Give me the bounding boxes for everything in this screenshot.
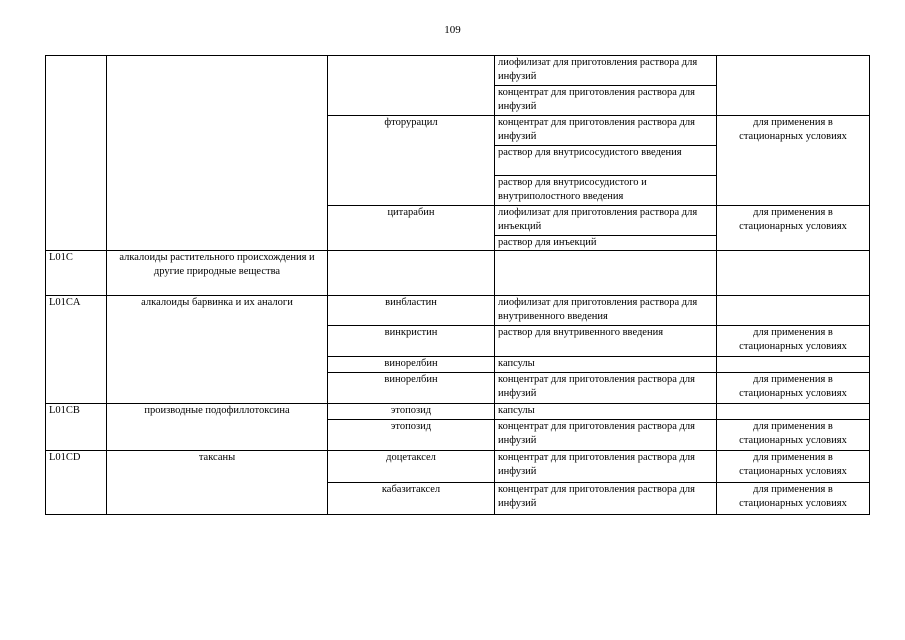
note-line: стационарных условиях	[739, 466, 847, 477]
atc-code-cell	[46, 56, 107, 251]
dosage-form-cell: раствор для внутривенного введения	[495, 326, 717, 357]
dosage-form-cell: раствор для внутрисосудистого введения	[495, 146, 717, 176]
dosage-form-cell: капсулы	[495, 357, 717, 373]
table-row	[46, 451, 870, 483]
note-cell	[717, 373, 870, 404]
note-cell	[717, 251, 870, 296]
dosage-form-cell	[495, 251, 717, 296]
dosage-form-cell: концентрат для приготовления раствора для инфузий	[495, 116, 717, 146]
inn-cell: фторурацил	[328, 116, 495, 206]
dosage-form-cell: концентрат для приготовления раствора для инфузий	[495, 483, 717, 515]
note-cell	[717, 420, 870, 451]
note-line: стационарных условиях	[739, 131, 847, 142]
note-line: для применения в	[753, 374, 833, 385]
note-cell	[717, 296, 870, 326]
dosage-form-cell: лиофилизат для приготовления раствора для инфузий	[495, 56, 717, 86]
dosage-form-cell: раствор для внутрисосудистого и внутриполостного введения	[495, 176, 717, 206]
dosage-form-cell: концентрат для приготовления раствора для инфузий	[495, 86, 717, 116]
note-line: стационарных условиях	[739, 221, 847, 232]
note-cell	[717, 116, 870, 206]
inn-cell: винкристин	[328, 326, 495, 357]
inn-cell: этопозид	[328, 420, 495, 451]
note-line: для применения в	[753, 484, 833, 495]
group-name-cell: производные подофиллотоксина	[107, 404, 328, 451]
note-cell	[717, 357, 870, 373]
inn-cell: этопозид	[328, 404, 495, 420]
dosage-form-cell: лиофилизат для приготовления раствора для внутривенного введения	[495, 296, 717, 326]
drug-table	[45, 55, 870, 515]
page-number: 109	[444, 24, 461, 36]
group-name-cell	[107, 56, 328, 251]
note-line: стационарных условиях	[739, 341, 847, 352]
inn-cell: винорелбин	[328, 357, 495, 373]
inn-cell	[328, 251, 495, 296]
inn-cell: доцетаксел	[328, 451, 495, 483]
note-line: стационарных условиях	[739, 388, 847, 399]
inn-cell: цитарабин	[328, 206, 495, 251]
note-line: для применения в	[753, 207, 833, 218]
note-line: стационарных условиях	[739, 498, 847, 509]
note-cell	[717, 56, 870, 116]
group-name-cell: алкалоиды растительного происхождения и другие природные вещества	[107, 251, 328, 296]
note-cell	[717, 206, 870, 251]
note-line: для применения в	[753, 452, 833, 463]
note-cell	[717, 326, 870, 357]
note-cell	[717, 451, 870, 483]
note-cell	[717, 483, 870, 515]
dosage-form-cell: концентрат для приготовления раствора для инфузий	[495, 373, 717, 404]
group-name-cell: таксаны	[107, 451, 328, 515]
note-line: стационарных условиях	[739, 435, 847, 446]
note-line: для применения в	[753, 117, 833, 128]
dosage-form-cell: лиофилизат для приготовления раствора для инъекций	[495, 206, 717, 236]
table-row	[46, 404, 870, 420]
group-name-cell: алкалоиды барвинка и их аналоги	[107, 296, 328, 404]
dosage-form-cell: концентрат для приготовления раствора для инфузий	[495, 420, 717, 451]
note-line: для применения в	[753, 421, 833, 432]
dosage-form-cell: капсулы	[495, 404, 717, 420]
dosage-form-cell: концентрат для приготовления раствора для инфузий	[495, 451, 717, 483]
atc-code-cell: L01CD	[46, 451, 107, 515]
dosage-form-cell: раствор для инъекций	[495, 236, 717, 251]
table-row	[46, 296, 870, 326]
note-line: для применения в	[753, 327, 833, 338]
atc-code-cell: L01C	[46, 251, 107, 296]
atc-code-cell: L01CB	[46, 404, 107, 451]
inn-cell: кабазитаксел	[328, 483, 495, 515]
atc-code-cell: L01CA	[46, 296, 107, 404]
table-row	[46, 251, 870, 296]
note-cell	[717, 404, 870, 420]
inn-cell	[328, 56, 495, 116]
inn-cell: винорелбин	[328, 373, 495, 404]
inn-cell: винбластин	[328, 296, 495, 326]
table-row	[46, 56, 870, 86]
